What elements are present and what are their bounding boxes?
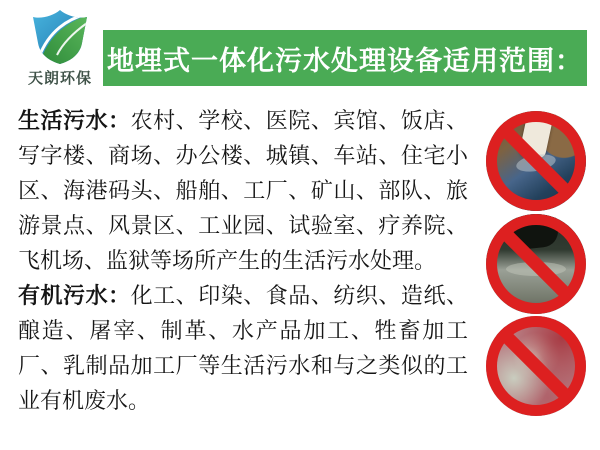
no-dark-pipe-discharge-icon — [486, 214, 586, 314]
company-logo — [20, 9, 100, 88]
leaf-shield-logo-icon — [20, 9, 100, 65]
no-red-polluted-water-icon — [486, 316, 586, 416]
domestic-sewage-body: 农村、学校、医院、宾馆、饭店、写字楼、商场、办公楼、城镇、车站、住宅小区、海港码头、船舶、工厂、矿山、部队、旅游景点、风景区、工业园、试验室、疗养院、飞机场、监狱等场所产生的生活污水处理。 — [18, 108, 468, 273]
paragraph-organic-sewage — [18, 278, 468, 418]
page-title: 地埋式一体化污水处理设备适用范围： — [107, 45, 583, 76]
organic-sewage-label: 有机污水： — [18, 283, 131, 308]
title-banner — [103, 30, 587, 86]
domestic-sewage-label: 生活污水： — [18, 108, 131, 133]
application-scope-text — [18, 103, 468, 418]
paragraph-domestic-sewage — [18, 103, 468, 278]
no-sewage-outfall-icon — [486, 111, 586, 211]
organic-sewage-body: 化工、印染、食品、纺织、造纸、酿造、屠宰、制革、水产品加工、牲畜加工厂、乳制品加工厂等生活污水和与之类似的工业有机废水。 — [18, 283, 468, 413]
company-name: 天朗环保 — [27, 70, 92, 87]
